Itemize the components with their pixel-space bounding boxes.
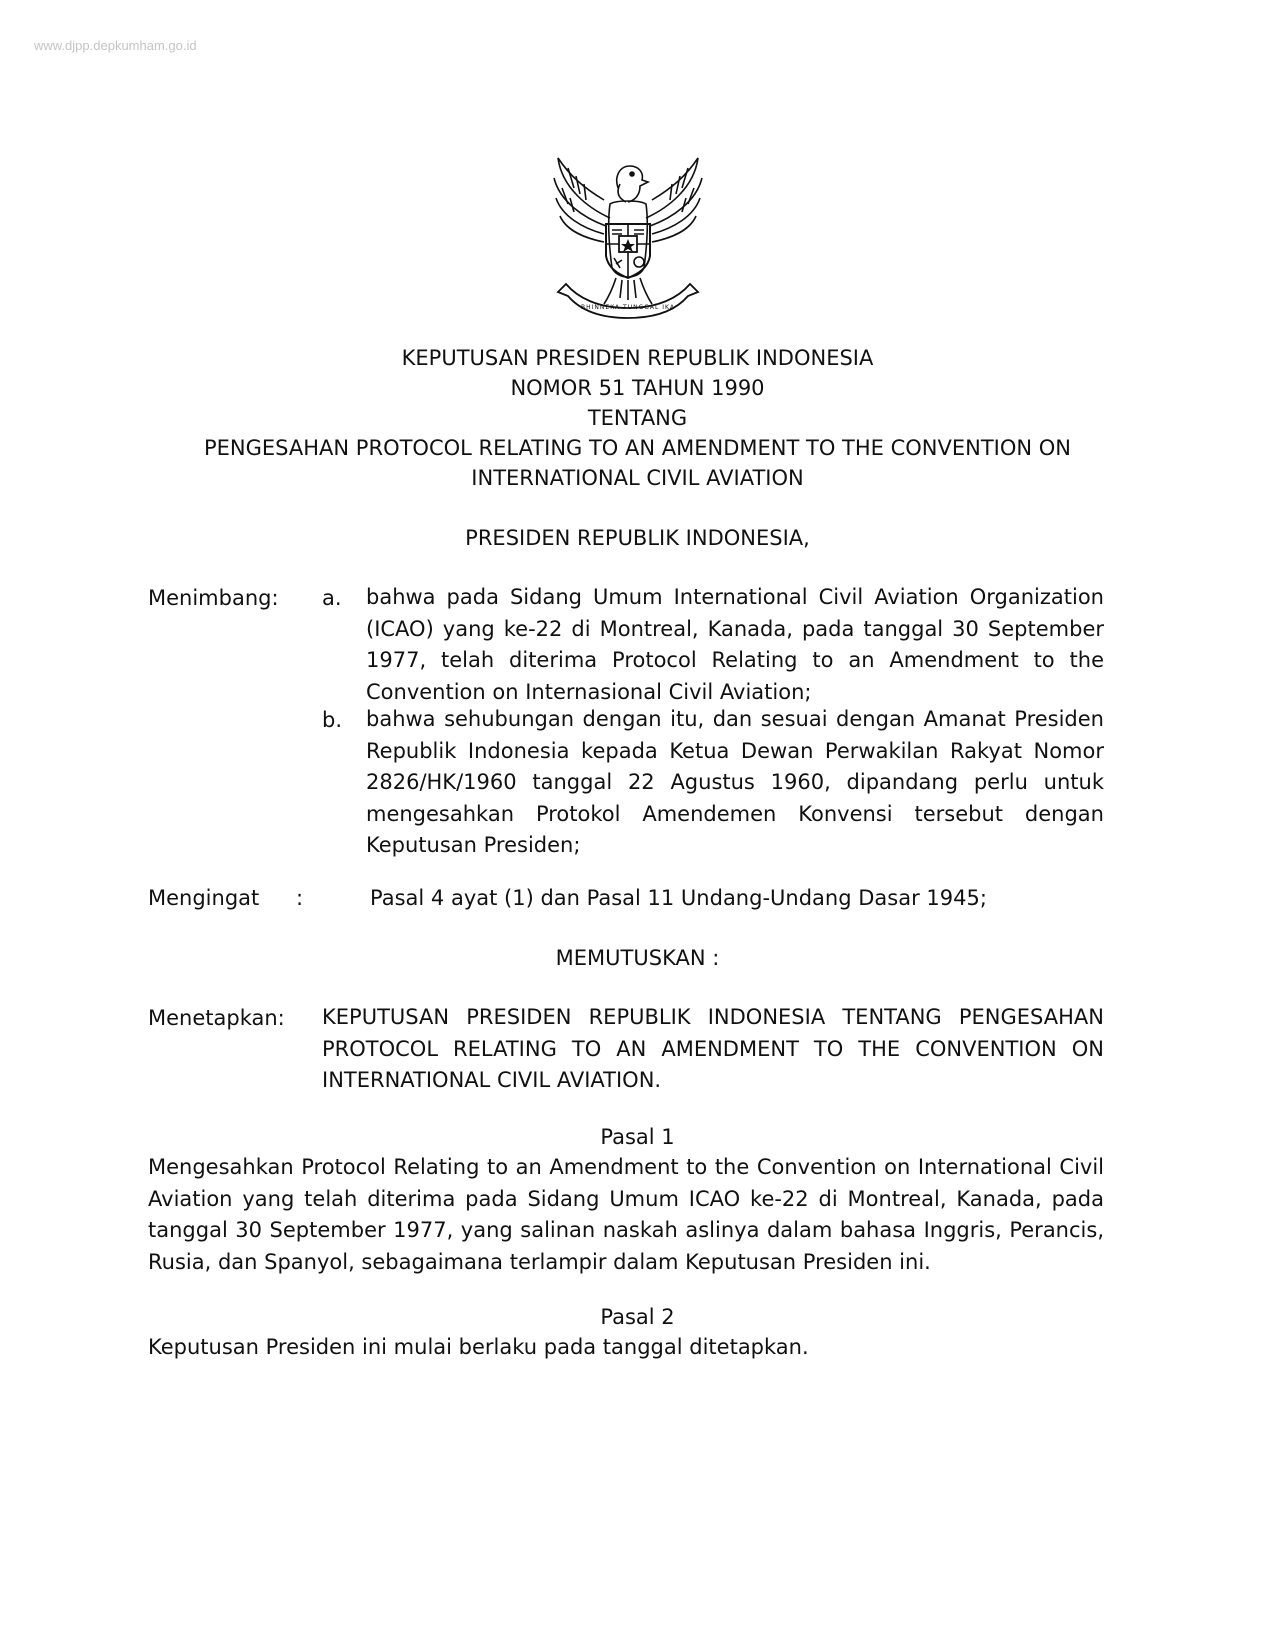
title-line-subject-cont: INTERNATIONAL CIVIL AVIATION [471, 466, 804, 490]
pasal-1-text: Mengesahkan Protocol Relating to an Amendment to the Convention on International Civil Aviation yang telah diterima pada Sidang Umum ICAO ke-22 di Montreal, Kanada, pada tanggal 30 September 1977, yang salinan naskah aslinya dalam bahasa Inggris, Perancis, Rusia, dan Spanyol, sebagaimana terlampir dalam Keputusan Presiden ini. [148, 1155, 1104, 1274]
pasal-1-title: Pasal 1 [600, 1125, 675, 1149]
menimbang-letter-a: a. [322, 586, 342, 610]
menimbang-item-b: bahwa sehubungan dengan itu, dan sesuai dengan Amanat Presiden Republik Indonesia kepada Ketua Dewan Perwakilan Rakyat Nomor 2826/HK/1960 tanggal 22 Agustus 1960, dipandang perlu untuk mengesahkan Protokol Amendemen Konvensi tersebut dengan Keputusan Presiden; [366, 707, 1104, 857]
garuda-emblem-icon [548, 148, 708, 324]
pasal-2-title: Pasal 2 [600, 1305, 675, 1329]
president-title: PRESIDEN REPUBLIK INDONESIA, [465, 526, 810, 550]
menimbang-label: Menimbang: [148, 586, 279, 610]
title-line-subject: PENGESAHAN PROTOCOL RELATING TO AN AMENDMENT TO THE CONVENTION ON [204, 436, 1071, 460]
menimbang-letter-b: b. [322, 708, 343, 732]
emblem-motto: BHINNEKA TUNGGAL IKA [581, 304, 675, 311]
watermark-url: www.djpp.depkumham.go.id [34, 38, 197, 53]
title-line-1: KEPUTUSAN PRESIDEN REPUBLIK INDONESIA [401, 346, 874, 370]
mengingat-text: Pasal 4 ayat (1) dan Pasal 11 Undang-Undang Dasar 1945; [370, 886, 987, 910]
menetapkan-label: Menetapkan: [148, 1006, 285, 1030]
title-line-number: NOMOR 51 TAHUN 1990 [510, 376, 765, 400]
title-line-tentang: TENTANG [587, 406, 688, 430]
mengingat-label: Mengingat [148, 886, 260, 910]
menimbang-item-a: bahwa pada Sidang Umum International Civil Aviation Organization (ICAO) yang ke-22 di Montreal, Kanada, pada tanggal 30 September 1977, telah diterima Protocol Relating to an Amendment to the Convention on Internasional Civil Aviation; [366, 585, 1104, 704]
mengingat-colon: : [296, 886, 304, 910]
memutuskan-heading: MEMUTUSKAN : [555, 946, 720, 970]
menetapkan-text: KEPUTUSAN PRESIDEN REPUBLIK INDONESIA TENTANG PENGESAHAN PROTOCOL RELATING TO AN AMENDMENT TO THE CONVENTION ON INTERNATIONAL CIVIL AVIATION. [322, 1005, 1104, 1092]
pasal-2-text: Keputusan Presiden ini mulai berlaku pada tanggal ditetapkan. [148, 1335, 809, 1359]
